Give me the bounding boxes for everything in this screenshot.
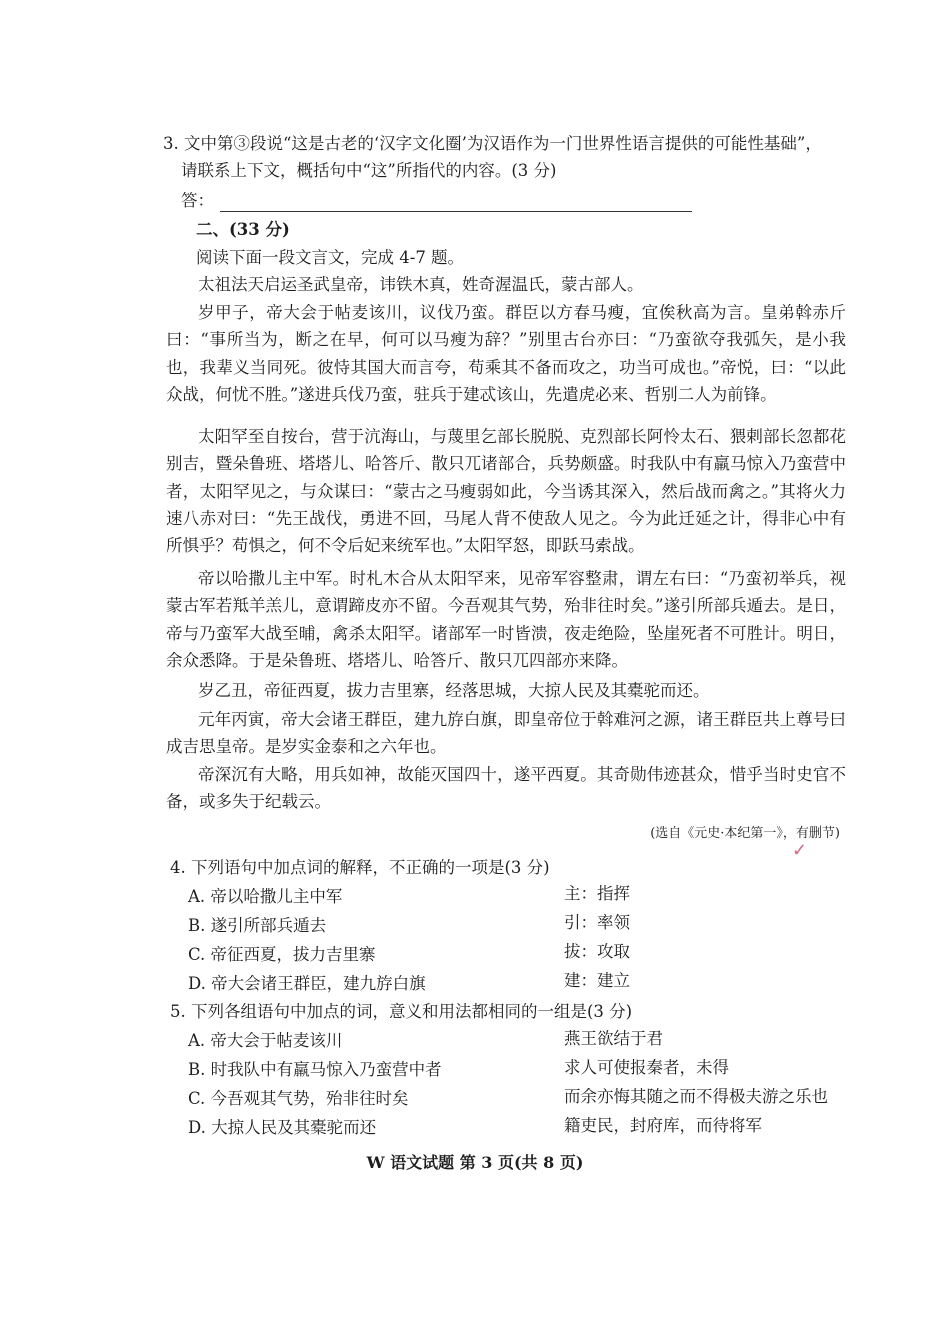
q4-gloss-c: 拔：攻取 [564,942,630,961]
question-5-stem: 5. 下列各组语句中加点的词，意义和用法都相同的一组是(3 分) [170,1002,633,1021]
answer-blank [220,195,692,212]
passage-paragraph-6: 元年丙寅，帝大会诸王群臣，建九斿白旗，即皇帝位于斡难河之源，诸王群臣共上尊号曰成吉思皇帝。是岁实金泰和之六年也。 [166,710,846,757]
q4-gloss-a: 主：指挥 [564,884,630,903]
passage-source: (选自《元史·本纪第一》，有删节) [650,826,840,841]
q5-option-b: B. 时我队中有羸马惊入乃蛮营中者 [188,1060,442,1079]
section-intro: 阅读下面一段文言文，完成 4-7 题。 [196,248,465,267]
passage-paragraph-7: 帝深沉有大略，用兵如神，故能灭国四十，遂平西夏。其奇勋伟迹甚众，惜乎当时史官不备，或多失于纪载云。 [166,765,846,812]
q5-pair-d: 籍吏民，封府库，而待将军 [564,1116,762,1135]
q5-pair-c: 而余亦悔其随之而不得极夫游之乐也 [564,1087,828,1106]
passage-paragraph-5: 岁乙丑，帝征西夏，拔力吉里寨，经落思城，大掠人民及其橐驼而还。 [198,681,710,700]
question-3-line-2: 请联系上下文，概括句中“这”所指代的内容。(3 分) [181,161,557,180]
q5-pair-b: 求人可使报秦者，未得 [564,1058,729,1077]
q5-option-c: C. 今吾观其气势，殆非往时矣 [188,1089,409,1108]
q4-option-b: B. 遂引所部兵遁去 [188,916,327,935]
page-footer: W 语文试题 第 3 页(共 8 页) [366,1153,584,1172]
passage-paragraph-3: 太阳罕至自按台，营于沆海山，与蔑里乞部长脱脱、克烈部长阿怜太石、猥剌部长忽都花别吉，暨朵鲁班、塔塔儿、哈答斤、散只兀诸部合，兵势颇盛。时我队中有羸马惊入乃蛮营中者，太阳罕见之，与众谋曰：“蒙古之马瘦弱如此，今当诱其深入，然后战而禽之。”其将火力速八赤对曰：“先王战伐，勇进不回，马尾人背不使敌人见之。今为此迁延之计，得非心中有所惧乎？苟惧之，何不令后妃来统军也。”太阳罕怒，即跃马索战。 [166,427,846,556]
q4-option-a: A. 帝以哈撒儿主中军 [188,887,343,906]
q4-gloss-b: 引：率领 [564,913,630,932]
q4-option-d: D. 帝大会诸王群臣，建九斿白旗 [188,974,426,993]
passage-paragraph-2: 岁甲子，帝大会于帖麦该川，议伐乃蛮。群臣以方春马瘦，宜俟秋高为言。皇弟斡赤斤曰：“事所当为，断之在早，何可以马瘦为辞？”别里古台亦曰：“乃蛮欲夺我弧矢，是小我也，我辈义当同死。彼恃其国大而言夸，苟乘其不备而攻之，功当可成也。”帝悦，曰：“以此众战，何忧不胜。”遂进兵伐乃蛮，驻兵于建忒该山，先遣虎必来、哲别二人为前锋。 [166,303,846,404]
passage-paragraph-4: 帝以哈撒儿主中军。时札木合从太阳罕来，见帝军容整肃，谓左右曰：“乃蛮初举兵，视蒙古军若羝羊羔儿，意谓蹄皮亦不留。今吾观其气势，殆非往时矣。”遂引所部兵遁去。是日，帝与乃蛮军大战至晡，禽杀太阳罕。诸部军一时皆溃，夜走绝险，坠崖死者不可胜计。明日，余众悉降。于是朵鲁班、塔塔儿、哈答斤、散只兀四部亦来降。 [166,569,846,670]
answer-label: 答： [181,191,214,210]
passage-paragraph-1: 太祖法天启运圣武皇帝，讳铁木真，姓奇渥温氏，蒙古部人。 [198,275,644,294]
q5-option-a: A. 帝大会于帖麦该川 [188,1031,343,1050]
question-3-line-1: 3. 文中第③段说“这是古老的‘汉字文化圈’为汉语作为一门世界性语言提供的可能性基础”， [163,134,822,153]
q5-option-d: D. 大掠人民及其橐驼而还 [188,1118,377,1137]
section-title: 二、(33 分) [196,220,290,239]
answer-line [181,190,692,212]
check-mark-icon: ✓ [792,840,808,861]
q4-gloss-d: 建：建立 [564,971,630,990]
q5-pair-a: 燕王欲结于君 [564,1029,663,1048]
question-4-stem: 4. 下列语句中加点词的解释，不正确的一项是(3 分) [170,858,550,877]
q4-option-c: C. 帝征西夏，拔力吉里寨 [188,945,376,964]
